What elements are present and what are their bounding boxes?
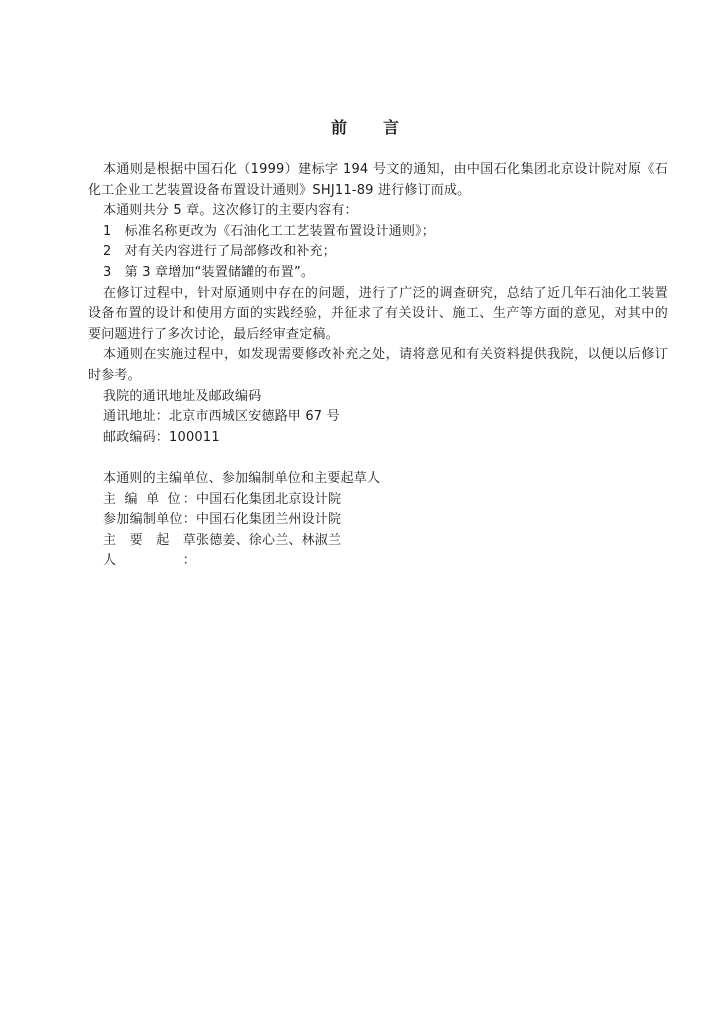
credits-label: 主 要 起 草 人：: [103, 532, 196, 569]
contact-heading: 我院的通讯地址及邮政编码: [103, 388, 262, 404]
credits-heading: 本通则的主编单位、参加编制单位和主要起草人: [103, 470, 381, 486]
process-line: 在修订过程中，针对原通则中存在的问题，进行了广泛的调查研究，总结了近几年石油化工装置: [103, 285, 668, 301]
preface-body: [88, 160, 668, 569]
page-title: 前 言: [330, 118, 409, 137]
intro-line: 化工企业工艺装置设备布置设计通则》SHJ11-89 进行修订而成。: [88, 182, 471, 198]
revision-item: 1 标准名称更改为《石油化工工艺装置布置设计通则》；: [103, 223, 435, 239]
credits-row-chief-editor: [88, 490, 668, 511]
feedback-line: 本通则在实施过程中，如发现需要修改补充之处，请将意见和有关资料提供我院，以便以后修订: [103, 347, 668, 363]
intro-line: 本通则是根据中国石化（1999）建标字 194 号文的通知，由中国石化集团北京设计院对原《石: [103, 162, 668, 177]
paragraph-spacer: [88, 448, 668, 469]
process-line: 设备布置的设计和使用方面的实践经验，并征求了有关设计、施工、生产等方面的意见，对其中的: [88, 306, 668, 322]
credits-value: 张德姜、徐心兰、林淑兰: [196, 532, 342, 548]
contact-postcode: 邮政编码：100011: [103, 429, 220, 445]
process-line: 要问题进行了多次讨论，最后经审查定稿。: [88, 326, 339, 342]
feedback-line: 时参考。: [88, 367, 141, 383]
credits-label: 主 编 单 位：: [103, 491, 196, 507]
revision-intro: 本通则共分 5 章。这次修订的主要内容有：: [103, 203, 358, 219]
credits-row-participant: [88, 510, 668, 531]
credits-row-drafters: [88, 531, 668, 569]
revision-item: 3 第 3 章增加“装置储罐的布置”。: [103, 264, 315, 280]
contact-address: 通讯地址：北京市西城区安德路甲 67 号: [103, 409, 340, 425]
credits-value: 中国石化集团北京设计院: [196, 491, 342, 507]
revision-item: 2 对有关内容进行了局部修改和补充；: [103, 244, 336, 260]
credits-value: 中国石化集团兰州设计院: [196, 512, 342, 528]
credits-label: 参加编制单位：: [103, 512, 196, 528]
